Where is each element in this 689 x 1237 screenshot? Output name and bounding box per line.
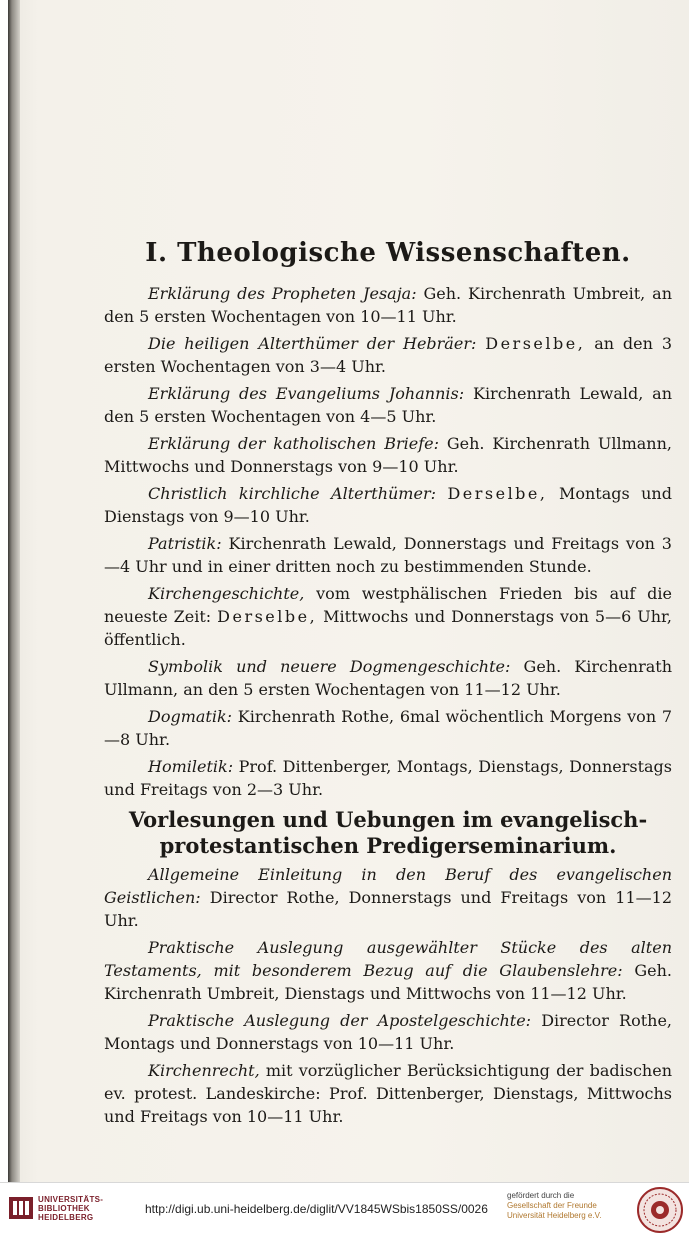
- entry-einleitung: Allgemeine Einleitung in den Beruf des evangelischen Geistlichen: Director Rothe, Donnerstags und Freitags von 11—12 Uhr.: [104, 865, 672, 930]
- page-content: [104, 236, 672, 1132]
- page-edge-shadow: [8, 0, 20, 1182]
- entry-johannis: Erklärung des Evangeliums Johannis: Kirchenrath Lewald, an den 5 ersten Wochentagen von 4—5 Uhr.: [104, 384, 673, 426]
- library-name-line1: UNIVERSITÄTS-: [38, 1195, 104, 1204]
- library-name-line3: HEIDELBERG: [38, 1213, 94, 1222]
- university-seal-icon: [636, 1186, 684, 1234]
- library-logo-icon[interactable]: [8, 1193, 34, 1223]
- entry-homiletik: Homiletik: Prof. Dittenberger, Montags, Dienstags, Donnerstags und Freitags von 2—3 Uhr.: [104, 757, 672, 799]
- entry-patristik: Patristik: Kirchenrath Lewald, Donnerstags und Freitags von 3—4 Uhr und in einer dritten noch zu bestimmenden Stunde.: [104, 534, 672, 576]
- entry-symbolik: Symbolik und neuere Dogmengeschichte: Geh. Kirchenrath Ullmann, an den 5 ersten Wochentagen von 11—12 Uhr.: [104, 657, 672, 699]
- entry-apostelgeschichte: Praktische Auslegung der Apostelgeschichte: Director Rothe, Montags und Donnerstags von 10—11 Uhr.: [104, 1011, 672, 1053]
- entry-kirchengeschichte: Kirchengeschichte, vom westphälischen Frieden bis auf die neueste Zeit: Derselbe, Mittwochs und Donnerstags von 5—6 Uhr, öffentlich.: [104, 584, 672, 649]
- funding-line1: Gesellschaft der Freunde: [507, 1201, 597, 1210]
- footer-bar: [0, 1182, 689, 1237]
- entry-kirchenrecht: Kirchenrecht, mit vorzüglicher Berücksichtigung der badischen ev. protest. Landeskirche: Prof. Dittenberger, Dienstags, Mittwochs und Freitags von 10—11 Uhr.: [104, 1061, 673, 1126]
- section-heading-theology: I. Theologische Wissenschaften.: [145, 238, 631, 268]
- entry-dogmatik: Dogmatik: Kirchenrath Rothe, 6mal wöchentlich Morgens von 7—8 Uhr.: [104, 707, 673, 749]
- entry-jesaja: Erklärung des Propheten Jesaja: Geh. Kirchenrath Umbreit, an den 5 ersten Wochentagen von 10—11 Uhr.: [104, 284, 673, 326]
- entry-auslegung-at: Praktische Auslegung ausgewählter Stücke des alten Testaments, mit besonderem Bezug auf die Glaubenslehre: Geh. Kirchenrath Umbreit, Dienstags und Mittwochs von 11—12 Uhr.: [104, 938, 672, 1003]
- funding-credit[interactable]: [507, 1191, 627, 1221]
- section-heading-seminar: Vorlesungen und Uebungen im evangelisch-protestantischen Predigerseminarium.: [128, 807, 648, 858]
- permalink-url[interactable]: http://digi.ub.uni-heidelberg.de/diglit/VV1845WSbis1850SS/0026: [145, 1202, 488, 1216]
- funding-lead: gefördert durch die: [507, 1191, 575, 1200]
- scanned-page: [8, 0, 689, 1182]
- entry-alterthuemer: Christlich kirchliche Alterthümer: Derselbe, Montags und Dienstags von 9—10 Uhr.: [104, 484, 672, 526]
- entry-hebraeer: Die heiligen Alterthümer der Hebräer: Derselbe, an den 3 ersten Wochentagen von 3—4 Uhr.: [104, 334, 672, 376]
- funding-line2: Universität Heidelberg e.V.: [507, 1211, 602, 1220]
- entry-briefe: Erklärung der katholischen Briefe: Geh. Kirchenrath Ullmann, Mittwochs und Donnerstags von 9—10 Uhr.: [104, 434, 672, 476]
- library-name[interactable]: [38, 1195, 103, 1222]
- library-name-line2: BIBLIOTHEK: [38, 1204, 90, 1213]
